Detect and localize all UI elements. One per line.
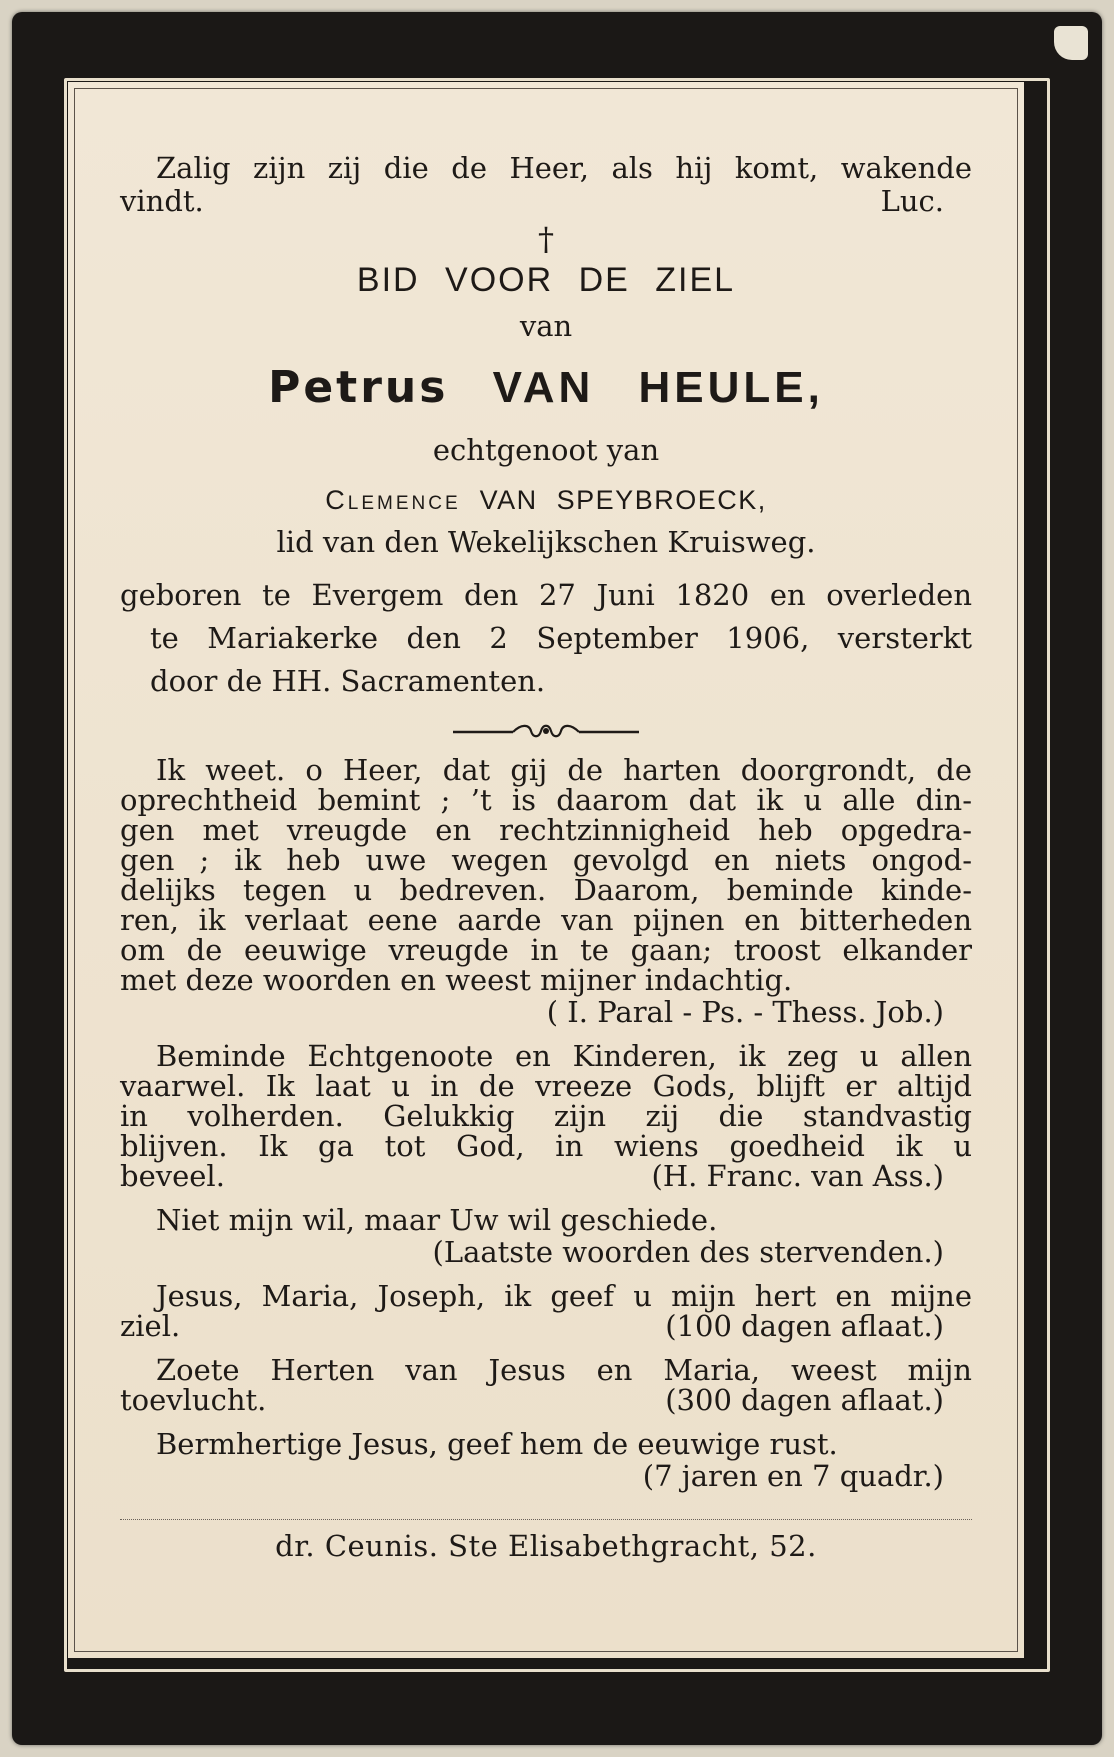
prayer-last-line: [120, 1161, 972, 1191]
prayer-line: beveel.: [120, 1159, 225, 1193]
membership-line: lid van den Wekelijkschen Kruisweg.: [276, 525, 816, 559]
prayer-line: Jesus, Maria, Joseph, ik geef u mijn hert en mijne: [156, 1279, 972, 1313]
prayer-line: gen met vreugde en rechtzinnigheid heb opgedra-: [120, 813, 972, 847]
sacraments-line: door de HH. Sacramenten.: [150, 664, 546, 698]
prayer-3: [120, 1205, 972, 1267]
prayer-line: Zoete Herten van Jesus en Maria, weest mijn: [156, 1353, 972, 1387]
card-panel: [68, 82, 1024, 1658]
prayer-line: Bermhertige Jesus, geef hem de eeuwige rust.: [156, 1427, 838, 1461]
prayer-last-line: [120, 1311, 972, 1341]
prayer-5: [120, 1355, 972, 1415]
epigraph-line: Zalig zijn zij die de Heer, als hij komt, wakende: [156, 151, 972, 185]
worn-corner: [1054, 26, 1088, 60]
prayer-source: (100 dagen aflaat.): [665, 1309, 944, 1343]
birth-death-info: [120, 574, 972, 703]
epigraph-line-2: [120, 185, 972, 218]
prayer-2: [120, 1041, 972, 1191]
prayer-source: (7 jaren en 7 quadr.): [642, 1459, 944, 1493]
prayer-line: Ik weet. o Heer, dat gij de harten doorgrondt, de: [156, 753, 972, 787]
birth-line: geboren te Evergem den 27 Juni 1820 en overleden: [120, 578, 972, 612]
prayer-last-line: [120, 1385, 972, 1415]
deceased-first-name: Petrus: [268, 362, 449, 413]
spouse-first-name: Clemence: [325, 485, 461, 515]
prayer-source: ( I. Paral - Ps. - Thess. Job.): [546, 995, 944, 1029]
prayer-line: met deze woorden en weest mijner indachtig.: [120, 963, 793, 997]
prayer-line: Niet mijn wil, maar Uw wil geschiede.: [156, 1203, 718, 1237]
printer-imprint: dr. Ceunis. Ste Elisabethgracht, 52.: [275, 1529, 817, 1563]
prayer-line: blijven. Ik ga tot God, in wiens goedheid ik u: [120, 1129, 972, 1163]
prayer-source: (H. Franc. van Ass.): [651, 1159, 944, 1193]
scroll-ornament-icon: [451, 721, 641, 741]
deceased-last-name: VAN HEULE,: [492, 363, 824, 412]
prayer-line: ren, ik verlaat eene aarde van pijnen en bitterheden: [120, 903, 972, 937]
death-line: te Mariakerke den 2 September 1906, versterkt: [150, 621, 972, 655]
prayer-line: om de eeuwige vreugde in te gaan; troost elkander: [120, 933, 972, 967]
dotted-divider: [120, 1519, 972, 1520]
epigraph-source: Luc.: [880, 184, 944, 218]
prayer-line: Beminde Echtgenoote en Kinderen, ik zeg u allen: [156, 1039, 972, 1073]
spouse-name: [120, 480, 972, 520]
spouse-last-name: VAN SPEYBROECK,: [479, 485, 767, 515]
prayer-line: gen ; ik heb uwe wegen gevolgd en niets ongod-: [120, 843, 972, 877]
prayer-source: (300 dagen aflaat.): [665, 1383, 944, 1417]
deceased-name: [120, 360, 972, 416]
prayer-line: delijks tegen u bedreven. Daarom, beminde kinde-: [120, 873, 972, 907]
prayer-source: (Laatste woorden des stervenden.): [432, 1235, 944, 1269]
prayer-4: [120, 1281, 972, 1341]
prayer-line: ziel.: [120, 1309, 181, 1343]
spouse-of-label: echtgenoot yan: [432, 433, 660, 467]
prayer-line: oprechtheid bemint ; ’t is daarom dat ik u alle din-: [120, 783, 972, 817]
pray-heading: BID VOOR DE ZIEL: [356, 261, 736, 299]
card-content: [120, 152, 972, 1563]
prayer-line: in volherden. Gelukkig zijn zij die standvastig: [120, 1099, 972, 1133]
epigraph: [120, 152, 972, 218]
prayer-1: [120, 755, 972, 1027]
prayer-line: vaarwel. Ik laat u in de vreeze Gods, blijft er altijd: [120, 1069, 972, 1103]
cross-icon: †: [538, 220, 554, 258]
epigraph-end: vindt.: [120, 184, 204, 218]
prayer-line: toevlucht.: [120, 1383, 267, 1417]
prayer-6: [120, 1429, 972, 1491]
of-label: van: [519, 309, 573, 343]
